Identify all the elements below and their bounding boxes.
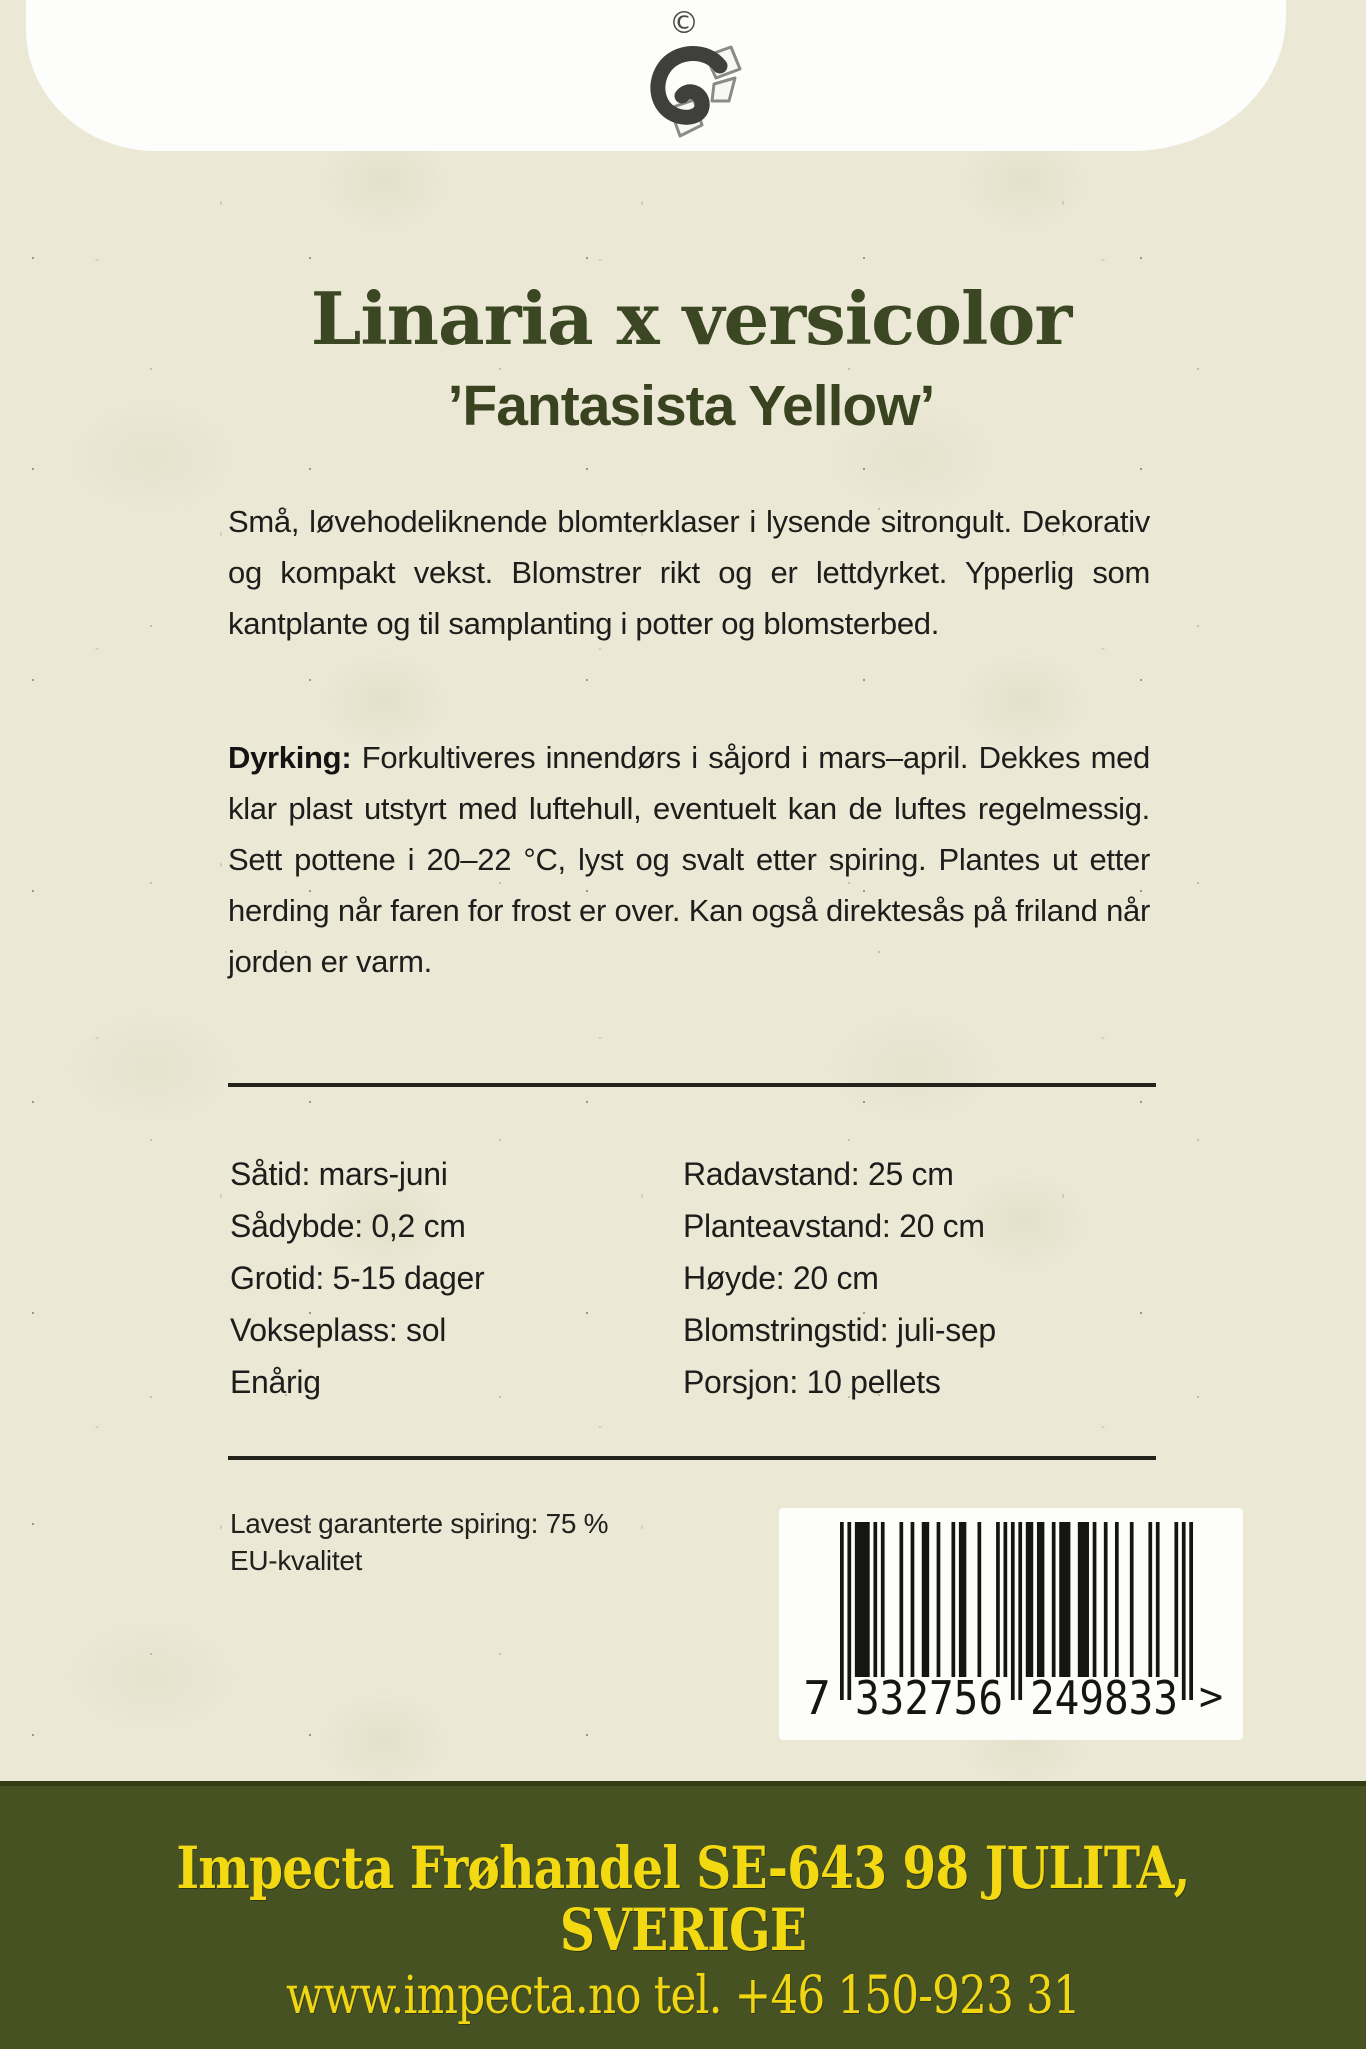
cultivar-name: ’Fantasista Yellow’: [447, 374, 935, 438]
detail-germination: Grotid: 5-15 dager: [230, 1260, 485, 1296]
company-address: Impecta Frøhandel SE-643 98 JULITA, SVERIGE: [176, 1834, 1190, 1964]
copyright-icon: ©: [669, 6, 699, 41]
detail-height: Høyde: 20 cm: [683, 1260, 879, 1296]
barcode-prefix-digit: 7: [803, 1671, 831, 1725]
detail-sowing-depth: Sådybde: 0,2 cm: [230, 1208, 466, 1244]
cultivation-label: Dyrking:: [228, 740, 352, 775]
detail-sowing-time: Såtid: mars-juni: [230, 1156, 448, 1192]
detail-bloom-time: Blomstringstid: juli-sep: [683, 1312, 996, 1348]
barcode-right-digits: 249833: [1030, 1671, 1178, 1725]
cultivation-paragraph: [228, 732, 1150, 987]
quality-info: [230, 1505, 608, 1579]
company-contact: www.impecta.no tel. +46 150-923 31: [286, 1966, 1080, 2026]
barcode: [779, 1508, 1243, 1740]
details-column-left: [230, 1148, 484, 1408]
detail-growing-site: Vokseplass: sol: [230, 1312, 447, 1348]
eu-quality: EU-kvalitet: [230, 1545, 363, 1576]
detail-portion: Porsjon: 10 pellets: [683, 1364, 941, 1400]
germination-guarantee: Lavest garanterte spiring: 75 %: [230, 1508, 609, 1539]
detail-row-distance: Radavstand: 25 cm: [683, 1156, 954, 1192]
page-title: Linaria x versicolor: [310, 276, 1072, 361]
footer-band: [0, 1781, 1366, 2049]
divider-bottom: [228, 1456, 1156, 1460]
divider-top: [228, 1083, 1156, 1087]
detail-annual: Enårig: [230, 1364, 321, 1400]
cultivation-text: Forkultiveres innendørs i såjord i mars–april. Dekkes med klar plast utstyrt med luftehull, eventuelt kan de luftes regelmessig. Sett pottene i 20–22 °C, lyst og svalt etter spiring. Plantes ut etter herding når faren for frost er over. Kan også direktesås på friland når jorden er varm.: [228, 740, 1150, 979]
description-paragraph: Små, løvehodeliknende blomterklaser i lysende sitrongult. Dekorativ og kompakt vekst. Blomstrer rikt og er lettdyrket. Ypperlig som kantplante og til samplanting i potter og blomsterbed.: [228, 504, 1150, 641]
impecta-logo-icon: [636, 44, 748, 140]
detail-plant-distance: Planteavstand: 20 cm: [683, 1208, 985, 1244]
barcode-left-digits: 332756: [855, 1671, 1003, 1725]
barcode-quiet-zone-arrow: >: [1199, 1674, 1224, 1720]
details-column-right: [683, 1148, 996, 1408]
